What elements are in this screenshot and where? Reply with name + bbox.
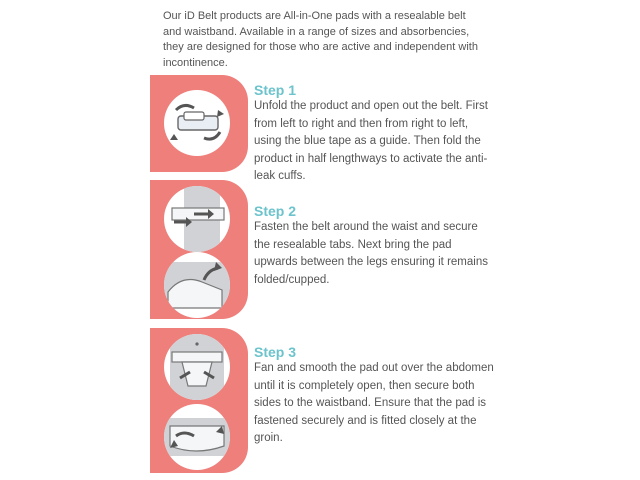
fasten-belt-illustration-icon	[164, 186, 230, 252]
step-3-title: Step 3	[254, 344, 297, 360]
pull-pad-up-illustration-icon	[164, 252, 230, 318]
step-1-title: Step 1	[254, 82, 297, 98]
step-2-text: Fasten the belt around the waist and secure the resealable tabs. Next bring the pad upwards between the legs ensuring it remains folded/cupped.	[254, 221, 488, 286]
unfold-belt-illustration-icon	[164, 90, 230, 156]
step-1-text: Unfold the product and open out the belt. First from left to right and then from right to left, using the blue tape as a guide. Then fold the product in half lengthways to activate the anti-leak cuffs.	[254, 100, 488, 182]
step-2-panel	[150, 180, 248, 319]
step-3-panel	[150, 328, 248, 473]
step-3-text: Fan and smooth the pad out over the abdomen until it is completely open, then secure both sides to the waistband. Ensure that the pad is fastened securely and is fitted closely at the groin.	[254, 362, 494, 444]
step-2-title: Step 2	[254, 203, 297, 219]
smooth-pad-illustration-icon	[164, 334, 230, 400]
step-1-panel	[150, 75, 248, 172]
fasten-sides-illustration-icon	[164, 404, 230, 470]
intro-text: Our iD Belt products are All-in-One pads with a resealable belt and waistband. Available in a range of sizes and absorbencies, they are designed for those who are active and independent with incontinence.	[163, 10, 478, 69]
